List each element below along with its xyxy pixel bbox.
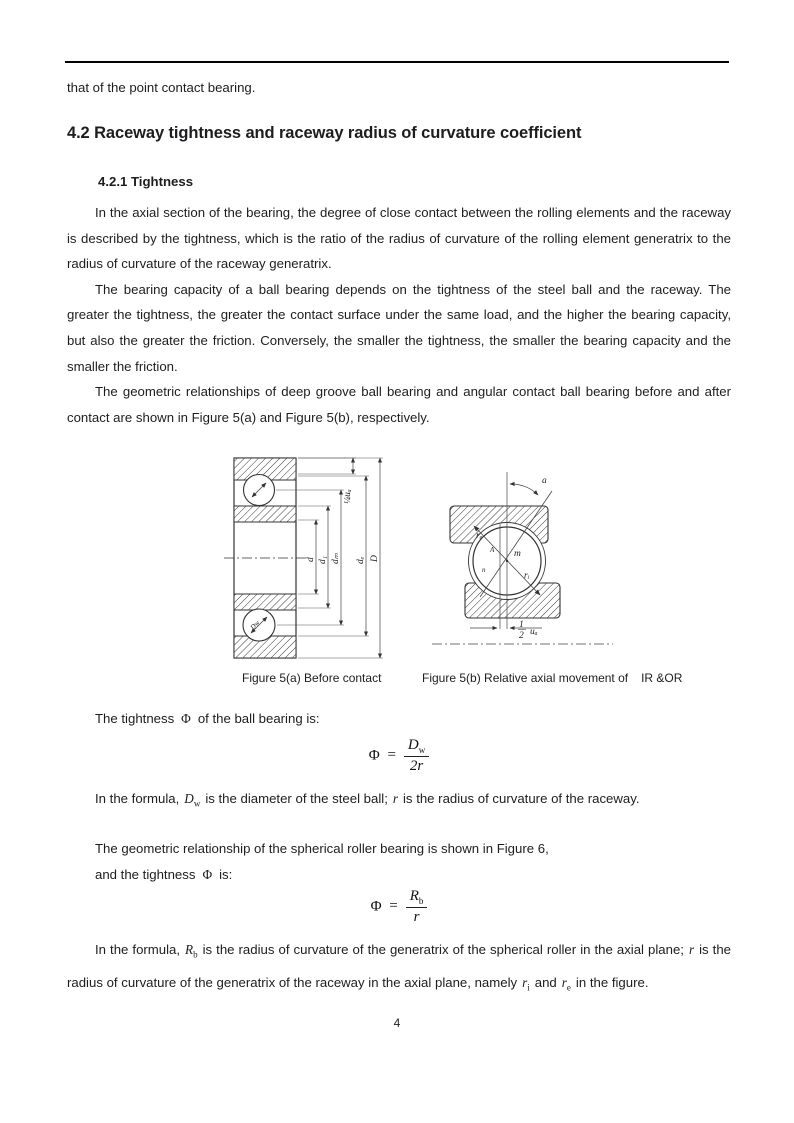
section-heading: 4.2 Raceway tightness and raceway radius of curvature coefficient (67, 124, 582, 142)
figure-5b-bearing-drawing (430, 466, 615, 664)
fig5b-label-half-den: 2 (519, 631, 524, 641)
phi-symbol: Φ (202, 867, 213, 882)
figure-5a-bearing-drawing (222, 452, 392, 669)
var-r: r (392, 791, 398, 806)
tightness-intro-line: The tightness Φ of the ball bearing is: (95, 711, 320, 726)
bearing-section (224, 458, 308, 658)
formula-phi-dw-2r: Φ = $\frac{D_w}{2r}$ (67, 737, 731, 775)
fig5b-label-half-num: 1 (519, 620, 524, 630)
fig5b-label-A: A (490, 546, 495, 554)
fig5b-label-n: n (482, 566, 486, 574)
fig5a-label-D: D (370, 555, 380, 562)
fig5a-label-dm: dₘ (331, 553, 341, 564)
fig5a-label-d: d (306, 557, 316, 562)
figure-5a-caption: Figure 5(a) Before contact (242, 671, 382, 685)
fig5b-label-ri: rᵢ (524, 571, 530, 581)
var-r: r (688, 942, 695, 957)
fig5b-label-re: rₑ (476, 531, 483, 541)
phi-symbol: Φ (181, 711, 191, 726)
paragraph-2: The bearing capacity of a ball bearing depends on the tightness of the steel ball and the raceway. The greater the tightness, the greater the contact surface under the same load, and the higher the bearing capacity, but also the greater the friction. Conversely, the smaller the tightness, the smaller the bearing capacity and the smaller the friction. (67, 281, 731, 374)
var-re: $r_e$ (561, 975, 571, 993)
var-dw: $D_w$ (184, 791, 201, 809)
section-subheading: 4.2.1 Tightness (98, 174, 194, 189)
figure-5b-caption: Figure 5(b) Relative axial movement of IR &OR (422, 671, 683, 685)
fig5b-label-alpha: a (542, 476, 547, 486)
paragraph-1: In the axial section of the bearing, the degree of close contact between the rolling elements and the raceway is described by the tightness, which is the ratio of the radius of curvature of the rolling element generatrix to the radius of curvature of the raceway generatrix. (67, 205, 731, 272)
fig5a-label-ua-quarter: ¼uₐ (343, 489, 353, 504)
figure-5b-caption-suffix: IR &OR (641, 671, 683, 685)
body-paragraphs (67, 200, 731, 430)
fig5a-label-de: dₑ (356, 556, 366, 564)
formula-phi-rb-r: Φ = $\frac{R_b}{r}$ (67, 888, 731, 926)
figure6-reference-line: The geometric relationship of the spherical roller bearing is shown in Figure 6, (95, 841, 549, 856)
header-rule (65, 61, 729, 63)
var-ri: $r_i$ (522, 975, 530, 993)
fig5b-label-ua: uₐ (530, 627, 538, 637)
tightness-intro-line-2: and the tightness Φ is: (95, 867, 233, 882)
fig5b-label-m: m (514, 549, 521, 559)
fig5a-label-dw-ball: Dw (248, 618, 262, 632)
fig5a-label-d1: d₁ (318, 555, 328, 564)
paragraph-3: The geometric relationships of deep groove ball bearing and angular contact ball bearing before and after contact are shown in Figure 5(a) and Figure 5(b), respectively. (67, 384, 731, 425)
var-rb: $R_b$ (185, 942, 198, 960)
page-number: 4 (393, 1016, 401, 1030)
formula1-explanation: In the formula, $D_w$ is the diameter of the steel ball; r is the radius of curvature of the raceway. (95, 791, 640, 809)
rings-and-ball (450, 506, 560, 618)
formula2-explanation: In the formula, $R_b$ is the radius of curvature of the generatrix of the spherical roller in the axial plane; r is the radius of curvature of the generatrix of the raceway in the axial plane, namely $r_i$ and $r_e$ in the figure. (67, 942, 731, 993)
intro-text: that of the point contact bearing. (67, 80, 256, 95)
